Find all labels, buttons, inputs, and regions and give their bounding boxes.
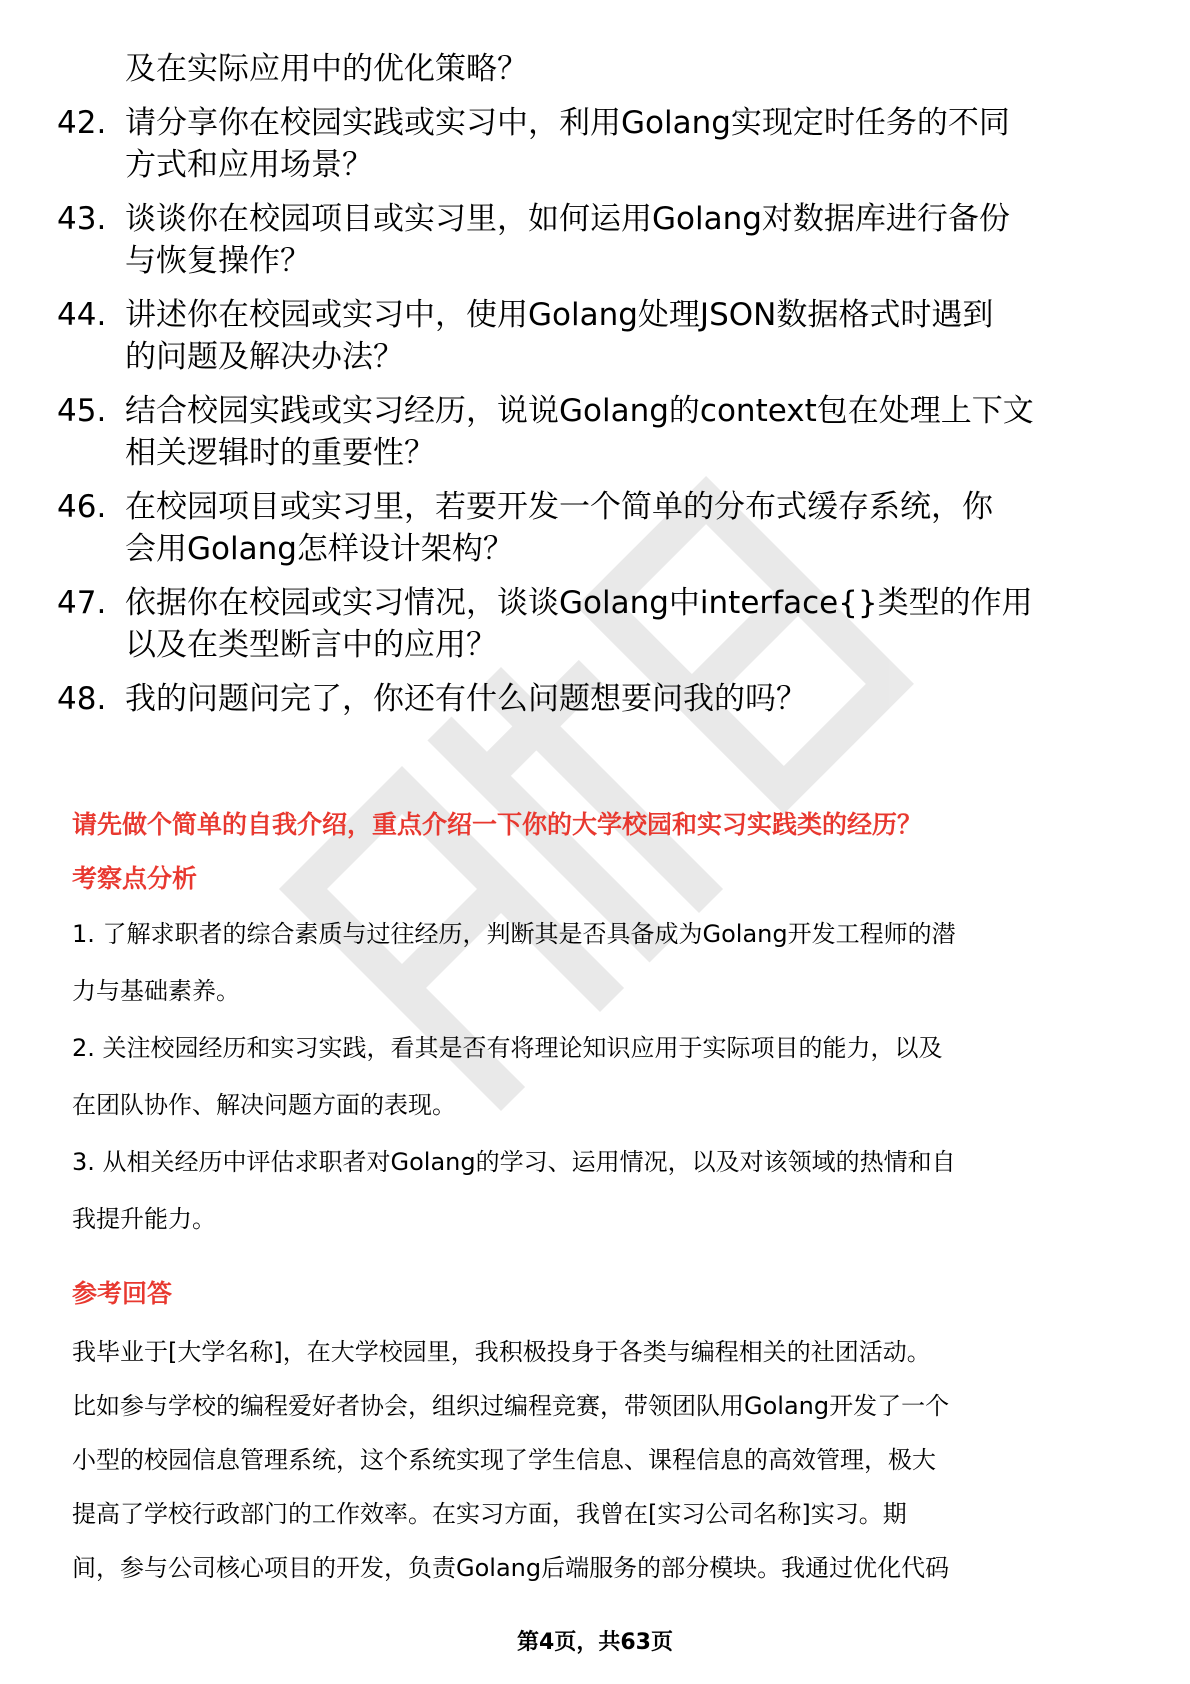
question-text <box>125 486 1145 570</box>
analysis-line: 力与基础素养。 <box>72 977 240 1005</box>
answer-body <box>72 1325 1132 1595</box>
question-line: 讲述你在校园或实习中，使用Golang处理JSON数据格式时遇到 <box>125 297 994 333</box>
analysis-line: 在团队协作、解决问题方面的表现。 <box>72 1091 456 1119</box>
question-line: 我的问题问完了，你还有什么问题想要问我的吗？ <box>125 681 807 717</box>
question-line: 谈谈你在校园项目或实习里，如何运用Golang对数据库进行备份 <box>125 201 1010 237</box>
continuation-line: 及在实际应用中的优化策略？ <box>125 51 528 87</box>
answer-line: 提高了学校行政部门的工作效率。在实习方面，我曾在[实习公司名称]实习。期 <box>72 1500 907 1528</box>
question-text <box>125 678 1145 720</box>
answer-line: 我毕业于[大学名称]，在大学校园里，我积极投身于各类与编程相关的社团活动。 <box>72 1338 931 1366</box>
question-text <box>125 390 1145 474</box>
question-number: 44. <box>57 297 107 333</box>
question-line: 依据你在校园或实习情况，谈谈Golang中interface{}类型的作用 <box>125 585 1033 621</box>
question-line: 的问题及解决办法？ <box>125 339 404 375</box>
question-line: 在校园项目或实习里，若要开发一个简单的分布式缓存系统，你 <box>125 489 993 525</box>
question-line: 以及在类型断言中的应用？ <box>125 627 497 663</box>
analysis-line: 我提升能力。 <box>72 1205 216 1233</box>
question-number: 45. <box>57 393 107 429</box>
analysis-item <box>72 1020 1132 1134</box>
question-line: 会用Golang怎样设计架构？ <box>125 531 514 567</box>
question-text <box>125 198 1145 282</box>
question-line: 相关逻辑时的重要性？ <box>125 435 435 471</box>
highlighted-question: 请先做个简单的自我介绍，重点介绍一下你的大学校园和实习实践类的经历？ <box>72 810 923 839</box>
question-number: 43. <box>57 201 107 237</box>
answer-line: 比如参与学校的编程爱好者协会，组织过编程竞赛，带领团队用Golang开发了一个 <box>72 1392 950 1420</box>
question-text <box>125 102 1145 186</box>
answer-line: 小型的校园信息管理系统，这个系统实现了学生信息、课程信息的高效管理，极大 <box>72 1446 936 1474</box>
question-text <box>125 582 1145 666</box>
question-line: 结合校园实践或实习经历，说说Golang的context包在处理上下文 <box>125 393 1034 429</box>
analysis-item <box>72 906 1132 1020</box>
question-line: 方式和应用场景？ <box>125 147 373 183</box>
analysis-line: 2. 关注校园经历和实习实践，看其是否有将理论知识应用于实际项目的能力，以及 <box>72 1034 943 1062</box>
question-number: 46. <box>57 489 107 525</box>
question-text <box>125 294 1145 378</box>
question-line: 请分享你在校园实践或实习中，利用Golang实现定时任务的不同 <box>125 105 1010 141</box>
analysis-line: 3. 从相关经历中评估求职者对Golang的学习、运用情况，以及对该领域的热情和自 <box>72 1148 956 1176</box>
question-number: 47. <box>57 585 107 621</box>
question-line: 与恢复操作？ <box>125 243 311 279</box>
answer-heading: 参考回答 <box>72 1279 173 1308</box>
page-number: 第4页，共63页 <box>517 1630 673 1655</box>
analysis-line: 1. 了解求职者的综合素质与过往经历，判断其是否具备成为Golang开发工程师的潜 <box>72 920 956 948</box>
analysis-item <box>72 1134 1132 1248</box>
question-number: 42. <box>57 105 107 141</box>
question-number: 48. <box>57 681 107 717</box>
analysis-heading: 考察点分析 <box>72 864 198 893</box>
answer-line: 间，参与公司核心项目的开发，负责Golang后端服务的部分模块。我通过优化代码 <box>72 1554 950 1582</box>
